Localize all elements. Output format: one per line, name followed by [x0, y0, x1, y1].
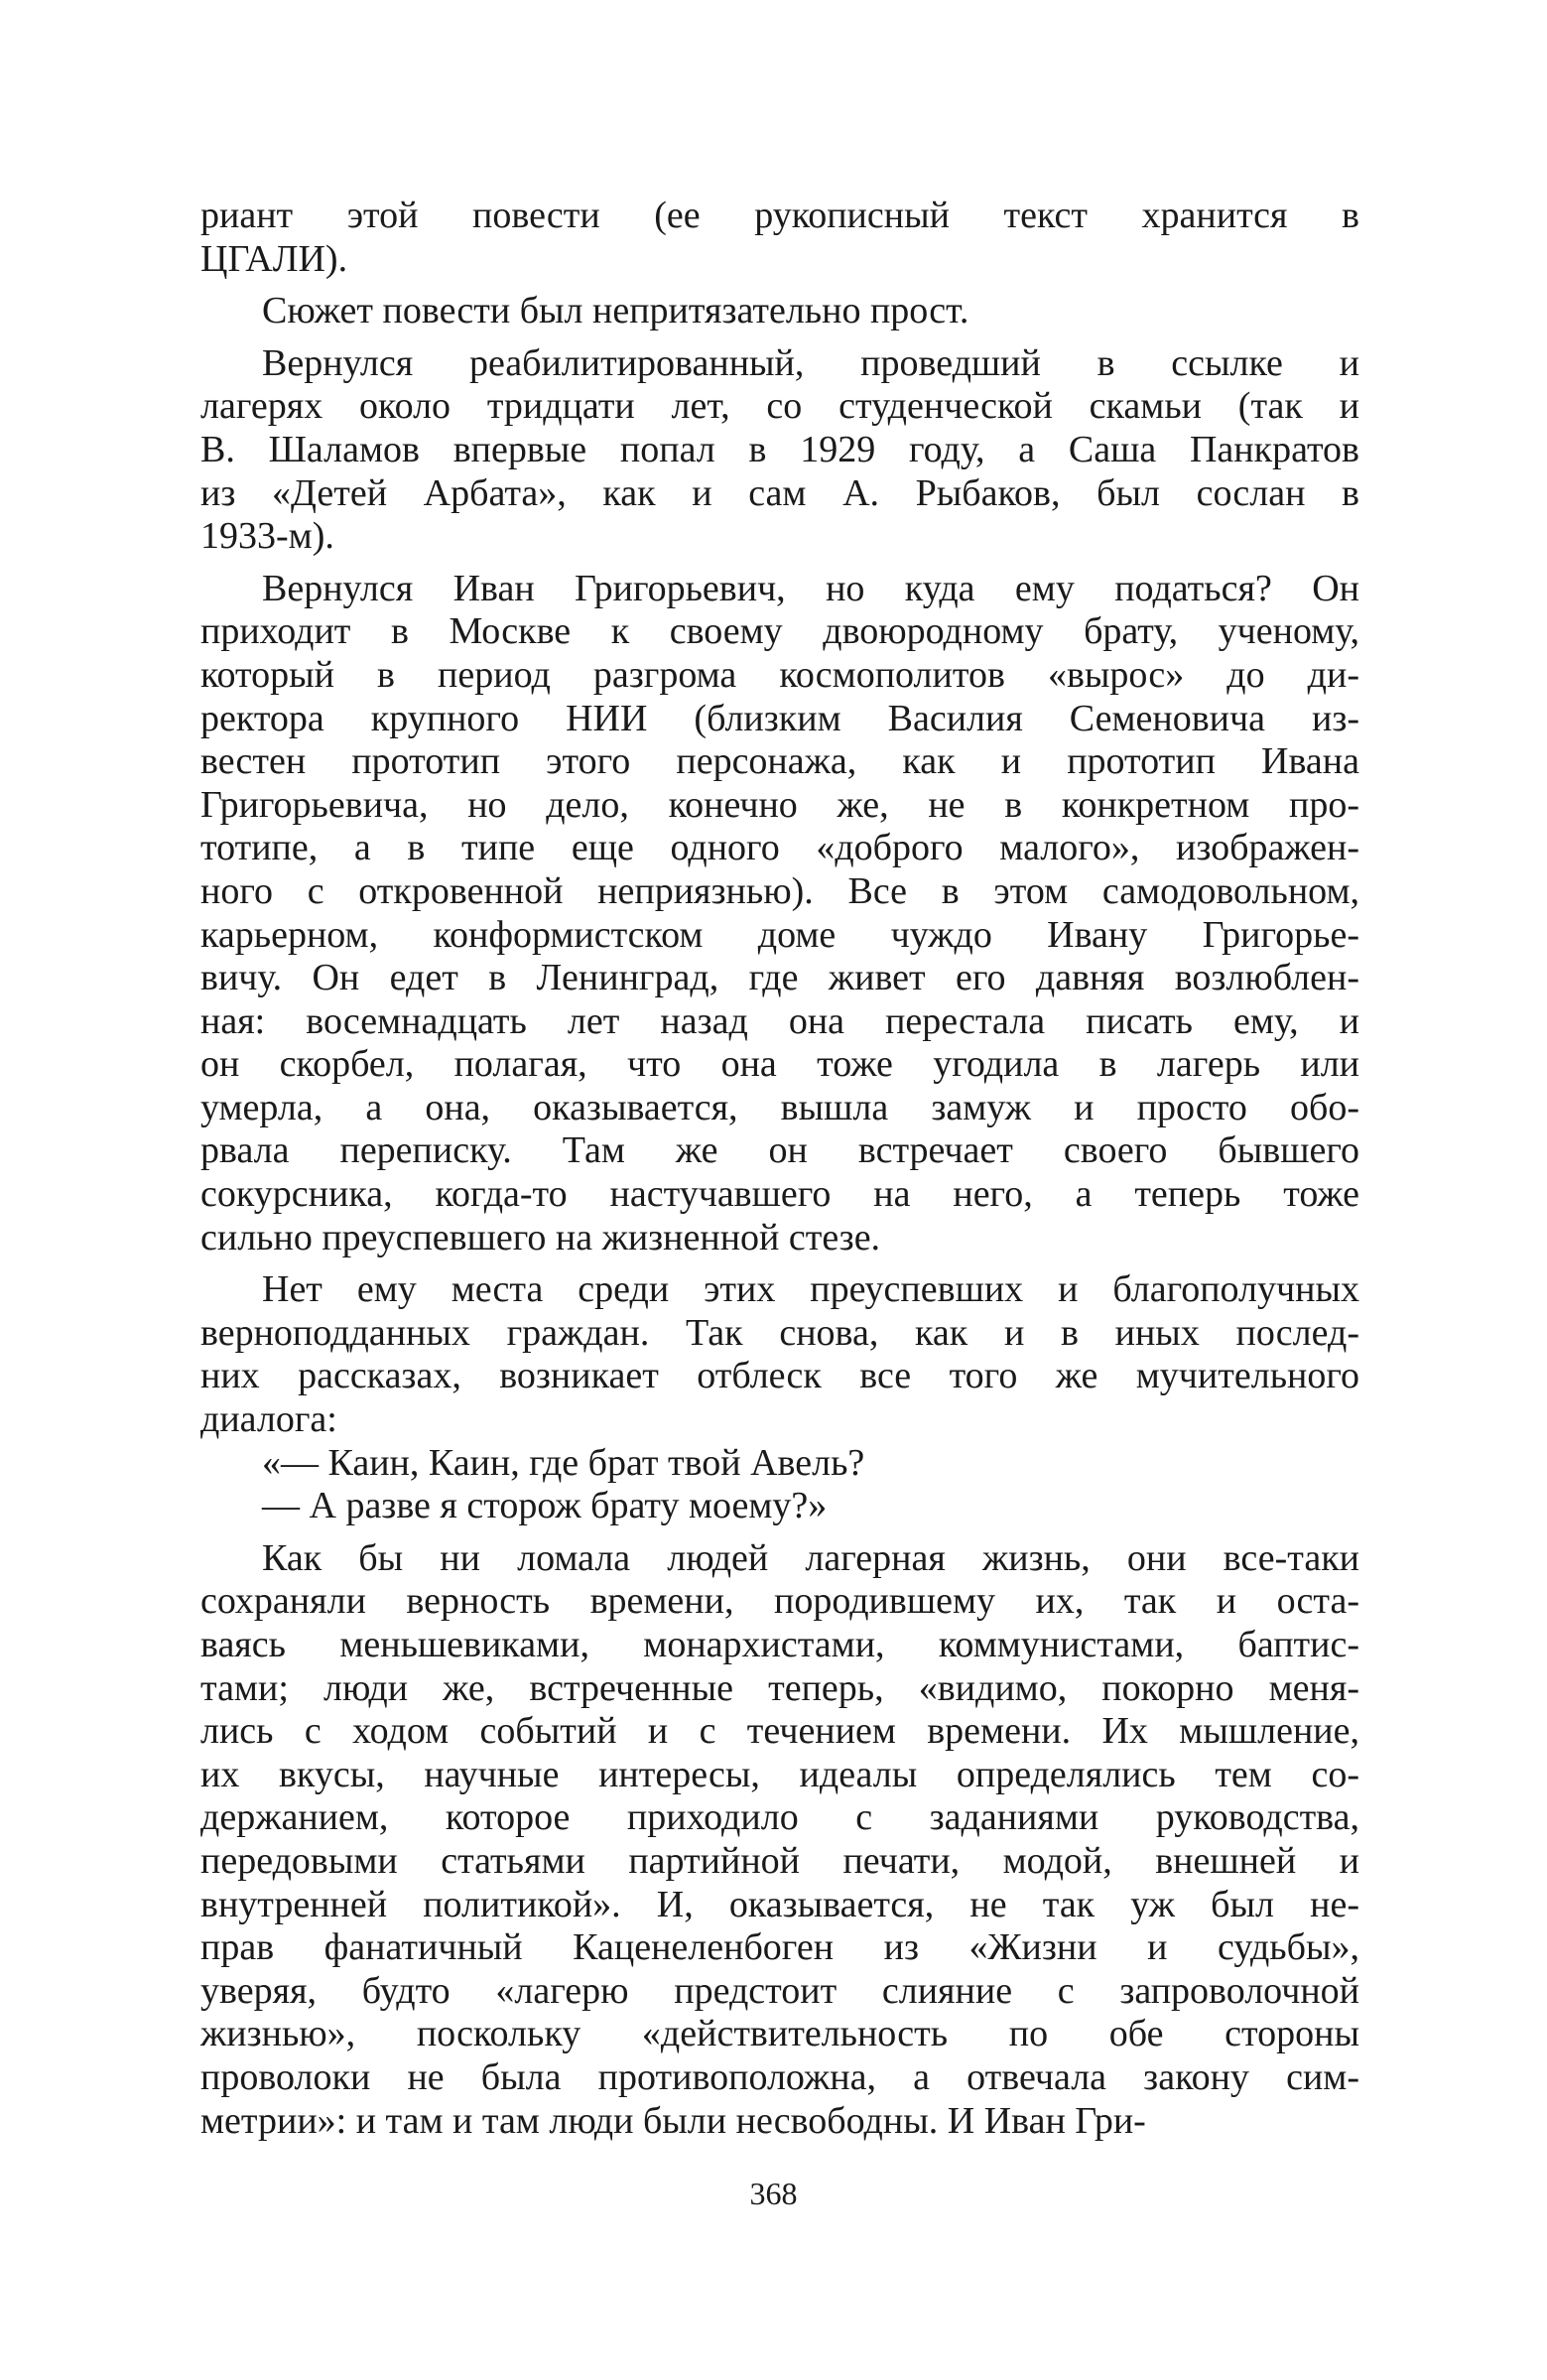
text-line: Сюжет повести был непритязательно прост. — [262, 290, 969, 332]
paragraph — [200, 290, 1359, 333]
text-line: сильно преуспевшего на жизненной стезе. — [200, 1216, 881, 1258]
text-line: рвала переписку. Там же он встречает своего бывшего — [200, 1129, 1359, 1172]
paragraph-gap — [200, 333, 1359, 342]
text-line: сохраняли верность времени, породившему их, так и оста- — [200, 1580, 1359, 1623]
text-line: диалога: — [200, 1398, 337, 1441]
text-line: ваясь меньшевиками, монархистами, коммунистами, баптис- — [200, 1624, 1359, 1665]
paragraph — [200, 1442, 1359, 1486]
text-line: «— Каин, Каин, где брат твой Авель? — [262, 1441, 865, 1484]
text-line: уверяя, будто «лагерю предстоит слияние с запроволочной — [200, 1969, 1359, 2012]
text-line: ная: восемнадцать лет назад она перестала писать ему, и — [200, 999, 1359, 1042]
text-line: вичу. Он едет в Ленинград, где живет его давняя возлюблен- — [200, 957, 1359, 999]
text-line: Нет ему места среди этих преуспевших и благополучных — [262, 1268, 1359, 1311]
paragraph-gap — [200, 281, 1359, 290]
text-line: карьерном, конформистском доме чуждо Ивану Григорье- — [200, 913, 1359, 956]
paragraph — [200, 1537, 1359, 2143]
text-line: жизнью», поскольку «действительность по обе стороны — [200, 2013, 1359, 2055]
text-line: держанием, которое приходило с заданиями руководства, — [200, 1796, 1359, 1839]
text-line: передовыми статьями партийной печати, модой, внешней и — [200, 1839, 1359, 1882]
text-line: тотипе, а в типе еще одного «доброго малого», изображен- — [200, 827, 1359, 869]
text-line: из «Детей Арбата», как и сам А. Рыбаков, был сослан в — [200, 471, 1359, 514]
text-line: метрии»: и там и там люди были несвободны. И Иван Гри- — [200, 2099, 1146, 2142]
text-line: верноподданных граждан. Так снова, как и в иных послед- — [200, 1311, 1359, 1354]
text-line: Григорьевича, но дело, конечно же, не в конкретном про- — [200, 783, 1359, 826]
text-line: умерла, а она, оказывается, вышла замуж и просто обо- — [200, 1086, 1359, 1128]
body-text — [200, 195, 1359, 2143]
paragraph — [200, 1485, 1359, 1528]
text-line: риант этой повести (ее рукописный текст хранится в — [200, 195, 1359, 236]
text-line: ного с откровенной неприязнью). Все в этом самодовольном, — [200, 869, 1359, 912]
text-line: проволоки не была противоположна, а отвечала закону сим- — [200, 2055, 1359, 2098]
text-line: лагерях около тридцати лет, со студенческой скамьи (так и — [200, 385, 1359, 428]
paragraph — [200, 342, 1359, 559]
text-line: В. Шаламов впервые попал в 1929 году, а Саша Панкратов — [200, 428, 1359, 470]
paragraph — [200, 195, 1359, 281]
text-line: приходит в Москве к своему двоюродному брату, ученому, — [200, 610, 1359, 653]
text-line: который в период разгрома космополитов «вырос» до ди- — [200, 653, 1359, 696]
text-line: сокурсника, когда-то настучавшего на него, а теперь тоже — [200, 1173, 1359, 1216]
paragraph — [200, 568, 1359, 1260]
text-line: лись с ходом событий и с течением времени. Их мышление, — [200, 1710, 1359, 1753]
text-line: ЦГАЛИ). — [200, 237, 348, 280]
text-line: 1933-м). — [200, 515, 334, 558]
paragraph-gap — [200, 1259, 1359, 1268]
text-line: Как бы ни ломала людей лагерная жизнь, они все-таки — [262, 1536, 1359, 1579]
text-line: внутренней политикой». И, оказывается, не так уж был не- — [200, 1883, 1359, 1925]
text-line: тами; люди же, встреченные теперь, «видимо, покорно меня- — [200, 1666, 1359, 1709]
text-line: — А разве я сторож брату моему?» — [262, 1485, 828, 1527]
text-line: Вернулся реабилитированный, проведший в ссылке и — [262, 341, 1359, 384]
text-line: он скорбел, полагая, что она тоже угодила в лагерь или — [200, 1043, 1359, 1086]
text-line: прав фанатичный Каценеленбоген из «Жизни и судьбы», — [200, 1926, 1359, 1969]
paragraph-gap — [200, 559, 1359, 568]
text-line: ректора крупного НИИ (близким Василия Семеновича из- — [200, 697, 1359, 739]
text-line: вестен прототип этого персонажа, как и прототип Ивана — [200, 740, 1359, 783]
paragraph — [200, 1268, 1359, 1441]
text-line: их вкусы, научные интересы, идеалы определялись тем со- — [200, 1753, 1359, 1795]
paragraph-gap — [200, 1528, 1359, 1537]
text-line: Вернулся Иван Григорьевич, но куда ему податься? Он — [262, 567, 1359, 609]
text-line: них рассказах, возникает отблеск все того же мучительного — [200, 1355, 1359, 1397]
page-number: 368 — [749, 2176, 798, 2211]
